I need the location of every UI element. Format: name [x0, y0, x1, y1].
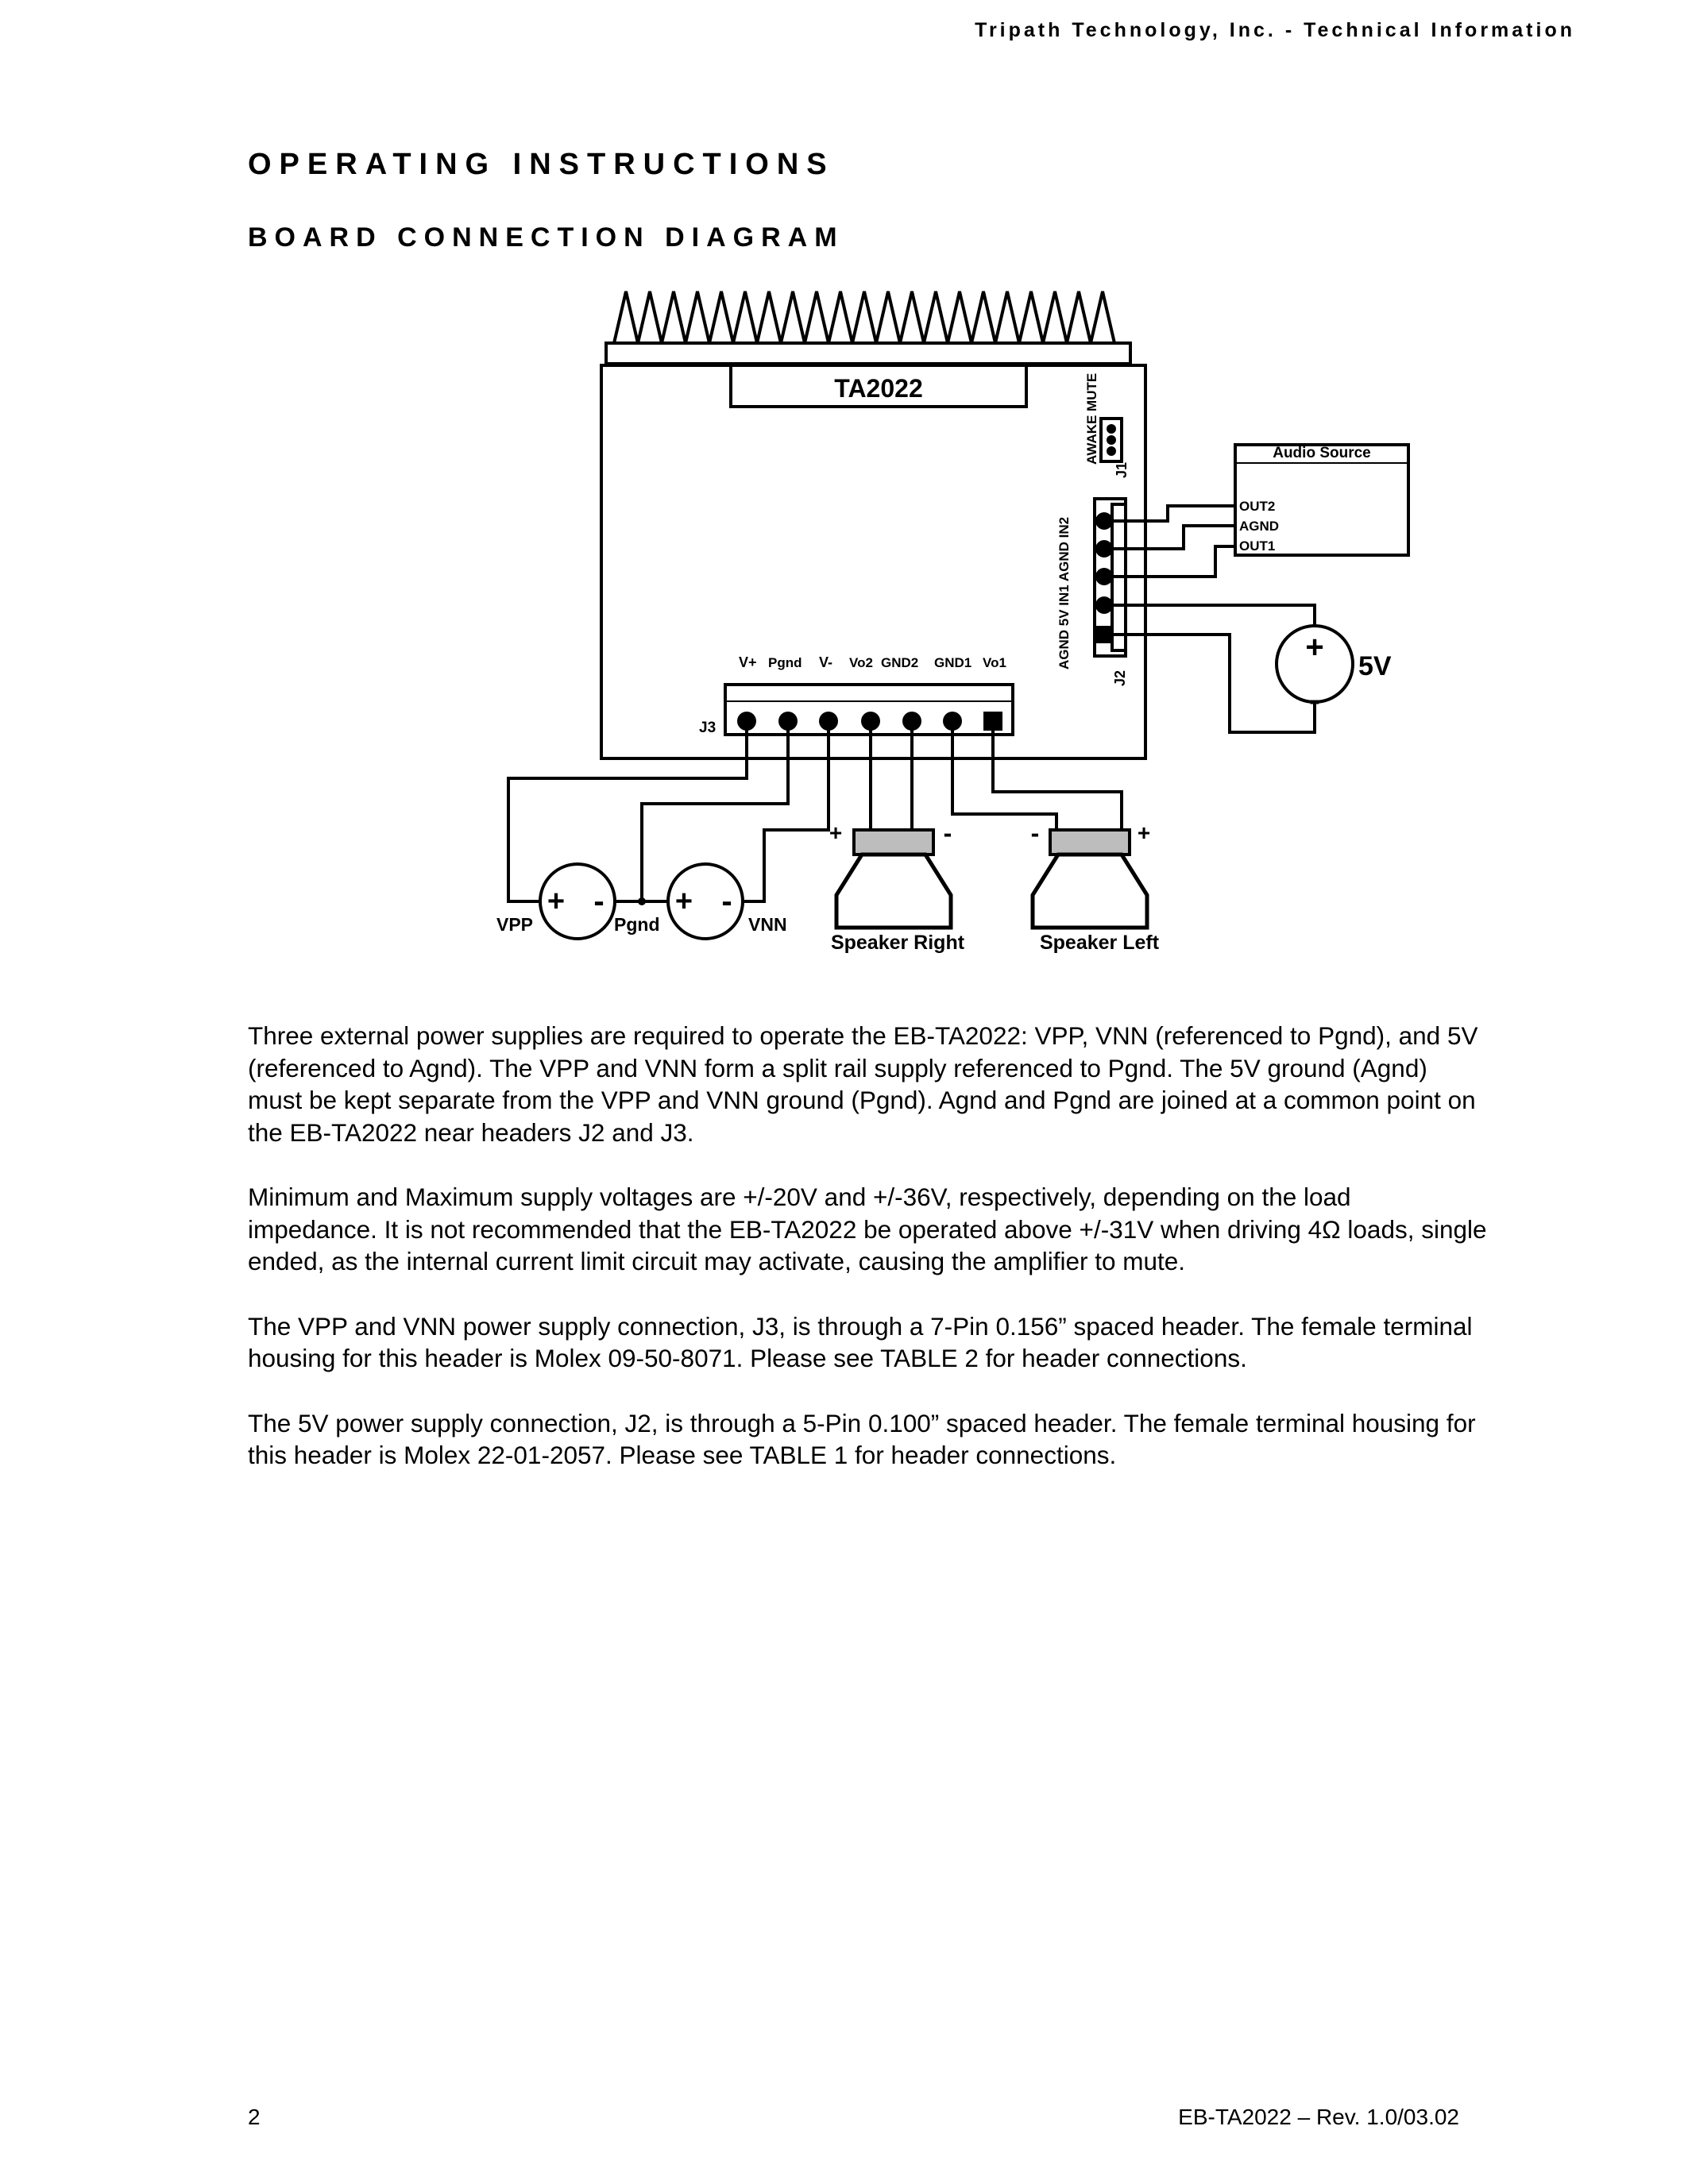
paragraph: The VPP and VNN power supply connection, J3, is through a 7-Pin 0.156” spaced header. The female terminal housing for this header is Molex 09-50-8071. Please see TABLE 2 for header connections.	[248, 1311, 1473, 1372]
speaker-right-plus: +	[829, 820, 843, 845]
supply-5v-minus: -	[1309, 681, 1320, 718]
supply-5v-label: 5V	[1358, 651, 1392, 681]
j2-label: J2	[1112, 669, 1128, 686]
speaker-left-cone	[1033, 855, 1147, 928]
heatsink-base	[606, 343, 1130, 364]
supply-label-pgnd: Pgnd	[614, 914, 660, 935]
j3-pin-label: V-	[819, 654, 833, 670]
speaker-right-minus: -	[943, 819, 952, 847]
j3-pin-label: V+	[739, 654, 757, 670]
vpp-plus: +	[547, 885, 566, 918]
j3-pin-label: Vo2	[849, 655, 873, 670]
body-text	[248, 1020, 1487, 1504]
paragraph: Three external power supplies are required to operate the EB-TA2022: VPP, VNN (referenced to Pgnd), and 5V (referenced to Agnd). The VPP and VNN form a split rail supply referenced to Pgnd. The 5V ground (Agnd) must be kept separate from the VPP and VNN ground (Pgnd). Agnd and Pgnd are joined at a common point on the EB-TA2022 near headers J2 and J3.	[248, 1021, 1478, 1147]
j3-pin-label: GND1	[934, 655, 972, 670]
vnn-minus: -	[721, 884, 732, 919]
j3-pin-label: Vo1	[983, 655, 1006, 670]
vnn-plus: +	[674, 885, 693, 918]
paragraph: The 5V power supply connection, J2, is through a 5-Pin 0.100” spaced header. The female terminal housing for this header is Molex 22-01-2057. Please see TABLE 1 for header connections.	[248, 1408, 1476, 1469]
supply-5v-plus: +	[1305, 630, 1324, 665]
section-heading: OPERATING INSTRUCTIONS	[248, 148, 835, 181]
subsection-heading: BOARD CONNECTION DIAGRAM	[248, 222, 844, 253]
chip-label: TA2022	[834, 374, 923, 403]
j3-pin-label: GND2	[881, 655, 919, 670]
document-revision: EB-TA2022 – Rev. 1.0/03.02	[1178, 2105, 1459, 2129]
speaker-right-label: Speaker Right	[830, 932, 965, 954]
speaker-left-minus: -	[1030, 819, 1040, 847]
supply-label-vpp: VPP	[496, 914, 534, 935]
j3-label: J3	[699, 720, 717, 736]
speaker-left-plus: +	[1137, 820, 1151, 845]
audio-source-output: AGND	[1239, 519, 1280, 534]
board-connection-diagram	[0, 0, 1688, 969]
supply-label-vnn: VNN	[748, 914, 787, 935]
paragraph: Minimum and Maximum supply voltages are +/-20V and +/-36V, respectively, depending on the load impedance. It is not recommended that the EB-TA2022 be operated above +/-31V when driving 4Ω loads, single ended, as the internal current limit circuit may activate, causing the amplifier to mute.	[248, 1183, 1487, 1275]
audio-source-output: OUT2	[1239, 499, 1276, 514]
j3-pin-label: Pgnd	[768, 655, 802, 670]
audio-source-title: Audio Source	[1273, 445, 1371, 461]
j1-label: J1	[1114, 461, 1130, 478]
speaker-right-cone	[836, 855, 951, 928]
j1-pin-labels: AWAKE MUTE	[1084, 372, 1099, 465]
running-header: Tripath Technology, Inc. - Technical Information	[975, 19, 1575, 41]
vpp-minus: -	[593, 884, 605, 919]
audio-source-output: OUT1	[1239, 538, 1276, 554]
heatsink-fins	[614, 291, 1114, 343]
speaker-left-magnet	[1050, 830, 1130, 855]
speaker-right-magnet	[854, 830, 933, 855]
j2-pin-labels: AGND 5V IN1 AGND IN2	[1056, 516, 1072, 669]
page-number: 2	[248, 2105, 261, 2129]
speaker-left-label: Speaker Left	[1039, 932, 1160, 954]
